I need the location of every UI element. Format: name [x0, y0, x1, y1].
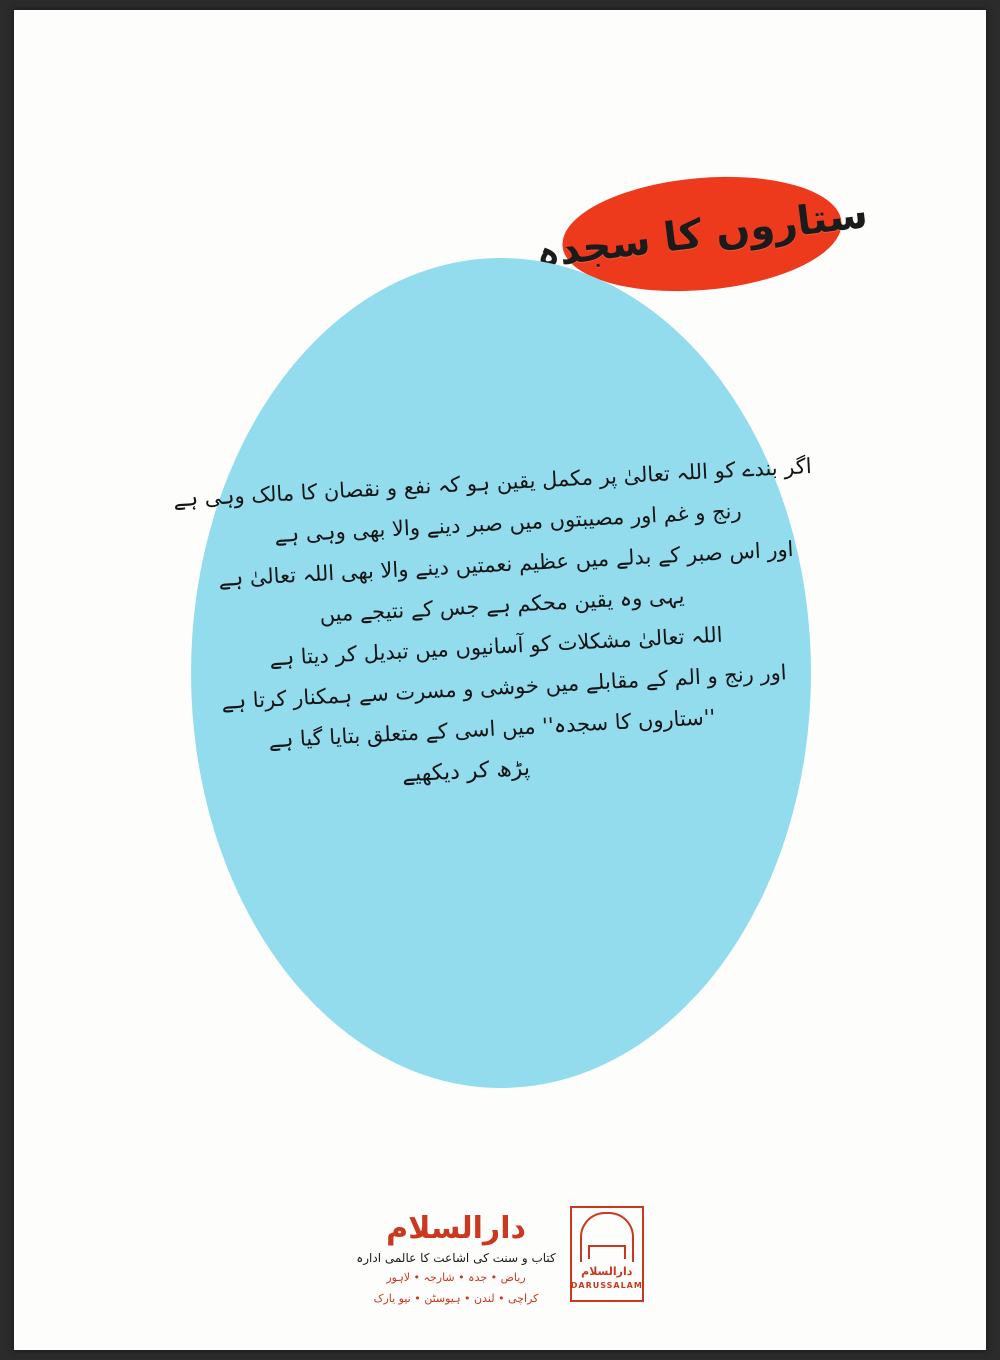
quote-line: یہی وہ یقین محکم ہے جس کے نتیجے میں [318, 583, 685, 627]
publisher-name: دارالسلام [386, 1211, 526, 1246]
quote-line: ''ستاروں کا سجدہ'' میں اسی کے متعلق بتایا گیا ہے [268, 704, 716, 753]
quote-line: پڑھ کر دیکھیے [401, 755, 531, 787]
quote-line: اگر بندے کو اللہ تعالیٰ پر مکمل یقین ہو کہ نفع و نقصان کا مالک وہی ہے [172, 454, 813, 512]
logo-book-shape [588, 1245, 626, 1259]
book-title-text: ستاروں کا سجدہ [533, 190, 871, 278]
publisher-cities-line-1: ریاض • جدہ • شارجہ • لاہور [386, 1271, 526, 1285]
quote-text-block [172, 454, 813, 791]
logo-english-text: DARUSSALAM [570, 1281, 643, 1290]
quote-line: اللہ تعالیٰ مشکلات کو آسانیوں میں تبدیل کر دیتا ہے [268, 622, 724, 671]
quote-line: رنج و غم اور مصیبتوں میں صبر دینے والا بھی وہی ہے [273, 498, 743, 548]
quote-line: اور رنج و الم کے مقابلے میں خوشی و مسرت سے ہمکنار کرتا ہے [220, 660, 788, 714]
quote-line: اور اس صبر کے بدلے میں عظیم نعمتیں دینے والا بھی اللہ تعالیٰ ہے [217, 536, 795, 591]
logo-arch-shape [580, 1212, 634, 1262]
publisher-block [14, 1206, 986, 1307]
publisher-tagline: کتاب و سنت کی اشاعت کا عالمی ادارہ [356, 1251, 556, 1265]
darussalam-logo-icon [570, 1206, 644, 1302]
logo-arabic-text: دارالسلام [581, 1265, 633, 1278]
publisher-text [356, 1206, 556, 1307]
publisher-cities-line-2: کراچی • لندن • ہیوسٹن • نیو یارک [373, 1291, 539, 1305]
book-back-cover [14, 10, 986, 1350]
